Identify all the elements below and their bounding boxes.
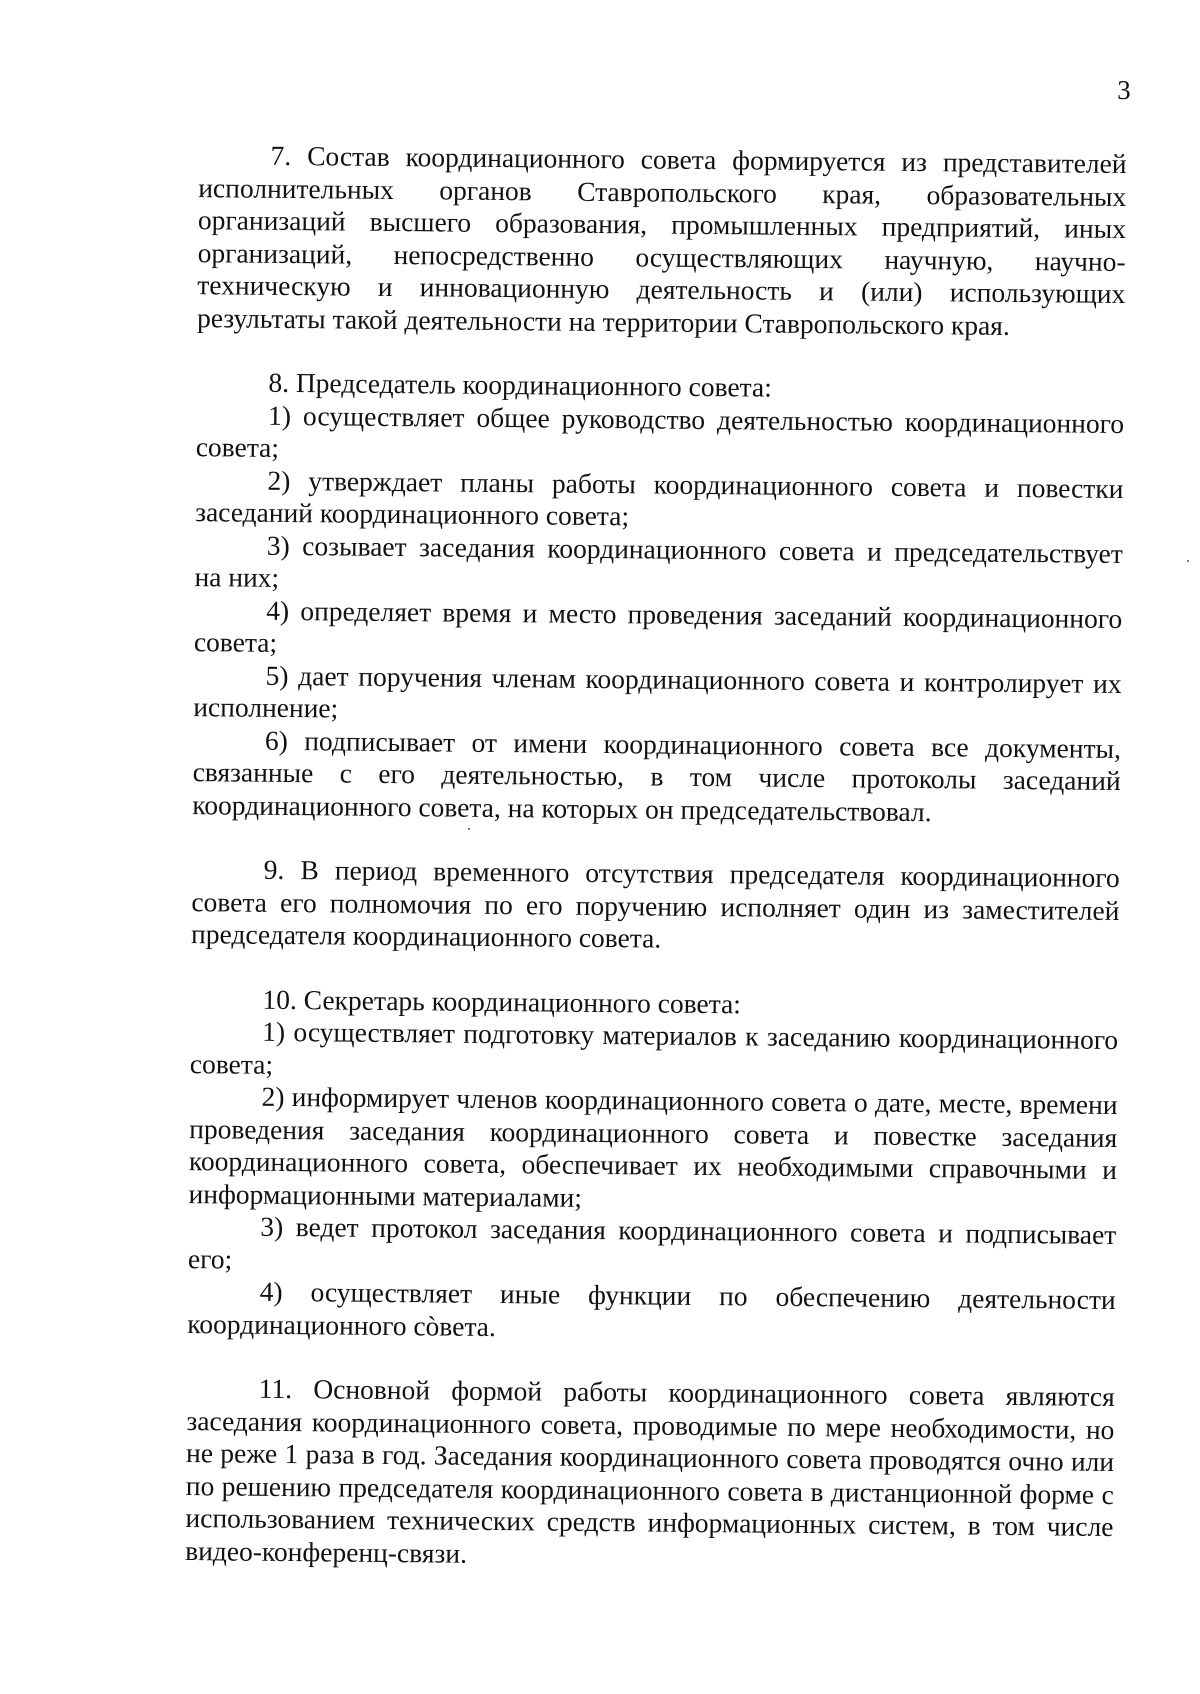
list-item: 2) информирует членов координационного совета о дате, месте, времени проведения заседания координационного совета и повестке заседания координационного совета, обеспечивает их необходимыми справочными и информационными материалами;	[188, 1080, 1118, 1213]
section-9	[191, 853, 1120, 959]
section-heading: 8. Председатель координационного совета:	[268, 366, 772, 403]
paragraph: 7. Состав координационного совета формируется из представителей исполнительных органов Ставропольского края, образовательных организаций высшего образования, промышленных предприятий, иных организаций, непосредственно осуществляющих научную, научно-техническую и инновационную деятельность и (или) использующих результаты такой деятельности на территории Ставропольского края.	[196, 139, 1127, 341]
list-item: 4) осуществляет иные функции по обеспечению деятельности координационного сòвета.	[187, 1275, 1116, 1342]
list-item: 2) утверждает планы работы координационного совета и повестки заседаний координационного совета;	[195, 464, 1124, 532]
section-8	[192, 366, 1124, 830]
list-item: 4) определяет время и место проведения заседаний координационного совета;	[193, 594, 1123, 658]
scan-speck	[1187, 560, 1189, 562]
section-11	[185, 1372, 1115, 1576]
section-heading: 10. Секретарь координационного совета:	[262, 983, 742, 1019]
scan-speck	[468, 828, 470, 830]
section-10	[187, 983, 1118, 1349]
list-item: 5) дает поручения членам координационного совета и контролирует их исполнение;	[193, 659, 1122, 724]
list-item: 6) подписывает от имени координационного совета все документы, связанные с его деятельностью, в том числе протоколы заседаний координационного совета, на которых он председательствовал.	[192, 724, 1122, 827]
list-item: 1) осуществляет общее руководство деятельностью координационного совета;	[195, 399, 1125, 463]
list-item: 3) ведет протокол заседания координационного совета и подписывает его;	[187, 1210, 1117, 1274]
list-item: 1) осуществляет подготовку материалов к заседанию координационного совета;	[189, 1015, 1119, 1080]
paragraph: 9. В период временного отсутствия председателя координационного совета его полномочия по его поручению исполняет один из заместителей председателя координационного совета.	[190, 853, 1120, 954]
list-item: 3) созывает заседания координационного совета и председательствует на них;	[194, 529, 1123, 593]
page-number: 3	[1117, 74, 1131, 106]
paragraph: 11. Основной формой работы координационного совета являются заседания координационного совета, проводимые по мере необходимости, но не реже 1 раза в год. Заседания координационного совета проводятся очно или по решению председателя координационного совета в дистанционной форме с использованием технических средств информационных систем, в том числе видео-конференц-связи.	[185, 1372, 1115, 1569]
section-7	[197, 139, 1127, 343]
document-body	[185, 139, 1127, 1576]
